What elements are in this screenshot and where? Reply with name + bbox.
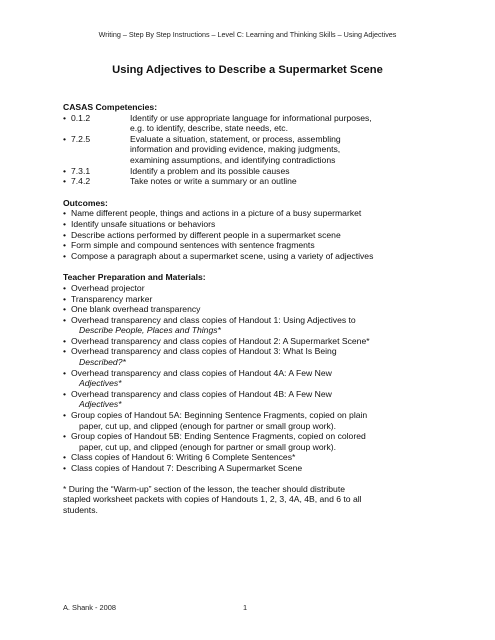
material-item: • One blank overhead transparency — [63, 304, 201, 315]
casas-code: 0.1.2 — [71, 112, 91, 123]
bullet-icon: • — [63, 431, 67, 442]
material-item-continued: paper, cut up, and clipped (enough for partner or small group work). — [79, 420, 337, 431]
casas-text-continued: information and providing evidence, making judgments, — [130, 144, 341, 155]
materials-list — [63, 283, 443, 474]
bullet-icon: • — [63, 452, 67, 463]
bullet-icon: • — [63, 463, 67, 473]
casas-heading: CASAS Competencies: — [63, 102, 158, 112]
distribution-note: * During the “Warm-up” section of the lesson, the teacher should distribute stapled worksheet packets with copies of Handouts 1, 2, 3, 4A, 4B, and 6 to all students. — [63, 483, 362, 515]
material-item: • Class copies of Handout 7: Describing A Supermarket Scene — [63, 463, 303, 473]
material-item-continued: Describe People, Places and Things* — [79, 325, 221, 336]
casas-text-continued: e.g. to identify, describe, state needs, etc. — [130, 123, 288, 134]
page-title: Using Adjectives to Describe a Supermarket Scene — [112, 64, 383, 76]
casas-code: 7.4.2 — [71, 176, 91, 187]
outcomes-heading: Outcomes: — [63, 197, 108, 208]
bullet-icon: • — [63, 208, 67, 219]
outcome-item: • Form simple and compound sentences with sentence fragments — [63, 240, 315, 251]
material-item: • Overhead transparency and class copies of Handout 3: What Is Being — [63, 346, 337, 357]
material-item: • Overhead transparency and class copies of Handout 4B: A Few New — [63, 388, 332, 399]
document-body — [63, 102, 443, 515]
material-item-continued: paper, cut up, and clipped (enough for partner or small group work). — [79, 441, 337, 452]
material-item: • Overhead transparency and class copies of Handout 1: Using Adjectives to — [63, 314, 356, 325]
bullet-icon: • — [63, 250, 67, 261]
bullet-icon: • — [63, 335, 67, 346]
material-item: • Overhead projector — [63, 282, 145, 293]
casas-code: 7.2.5 — [71, 133, 91, 144]
casas-text: Evaluate a situation, statement, or process, assembling — [130, 133, 341, 144]
footer-author: A. Shank - 2008 — [63, 603, 117, 612]
outcome-item: • Identify unsafe situations or behaviors — [63, 218, 216, 229]
casas-text: Identify or use appropriate language for informational purposes, — [130, 112, 372, 123]
bullet-icon: • — [63, 112, 67, 123]
material-item-continued: Described?* — [79, 357, 126, 368]
outcomes-list — [63, 208, 443, 261]
material-item: • Class copies of Handout 6: Writing 6 Complete Sentences* — [63, 452, 296, 463]
casas-item — [63, 113, 443, 124]
material-item: • Overhead transparency and class copies of Handout 4A: A Few New — [63, 367, 332, 378]
page-number: 1 — [243, 603, 248, 612]
material-item: • Group copies of Handout 5B: Ending Sentence Fragments, copied on colored — [63, 431, 366, 442]
casas-text: Take notes or write a summary or an outline — [130, 176, 297, 187]
casas-text-continued: examining assumptions, and identifying contradictions — [130, 154, 336, 165]
material-item-continued: Adjectives* — [79, 378, 122, 389]
bullet-icon: • — [63, 176, 67, 187]
casas-item — [63, 134, 443, 145]
bullet-icon: • — [63, 293, 67, 304]
bullet-icon: • — [63, 388, 67, 399]
outcome-item: • Compose a paragraph about a supermarket scene, using a variety of adjectives — [63, 250, 374, 261]
bullet-icon: • — [63, 282, 67, 293]
materials-heading: Teacher Preparation and Materials: — [63, 272, 206, 283]
material-item: • Group copies of Handout 5A: Beginning Sentence Fragments, copied on plain — [63, 410, 368, 421]
material-item-continued: Adjectives* — [79, 399, 122, 410]
outcome-item: • Name different people, things and actions in a picture of a busy supermarket — [63, 208, 362, 219]
bullet-icon: • — [63, 410, 67, 421]
bullet-icon: • — [63, 133, 67, 144]
casas-item — [63, 176, 443, 187]
outcome-item: • Describe actions performed by different people in a supermarket scene — [63, 229, 341, 240]
bullet-icon: • — [63, 229, 67, 240]
bullet-icon: • — [63, 367, 67, 378]
casas-item — [63, 166, 443, 177]
bullet-icon: • — [63, 346, 67, 357]
bullet-icon: • — [63, 218, 67, 229]
casas-code: 7.3.1 — [71, 165, 91, 176]
casas-text: Identify a problem and its possible causes — [130, 165, 290, 176]
bullet-icon: • — [63, 304, 67, 315]
bullet-icon: • — [63, 240, 67, 251]
casas-list — [63, 113, 443, 187]
bullet-icon: • — [63, 165, 67, 176]
running-head: Writing – Step By Step Instructions – Level C: Learning and Thinking Skills – Using Adjectives — [98, 30, 397, 39]
material-item: • Overhead transparency and class copies of Handout 2: A Supermarket Scene* — [63, 335, 370, 346]
bullet-icon: • — [63, 314, 67, 325]
material-item: • Transparency marker — [63, 293, 153, 304]
